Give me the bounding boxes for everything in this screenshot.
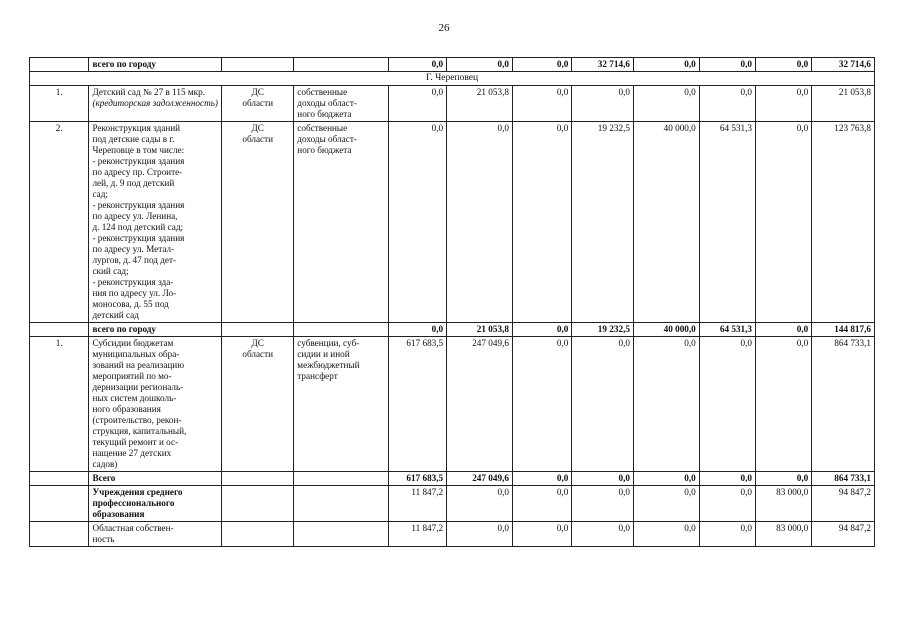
value-cell: 0,0 — [572, 337, 634, 472]
section-label: Учреждения среднего профессионального образования — [89, 486, 222, 522]
value-cell: 0,0 — [512, 122, 571, 323]
value-cell: 0,0 — [447, 486, 513, 522]
value-cell: 0,0 — [633, 486, 699, 522]
value-cell: 0,0 — [572, 86, 634, 122]
value-cell: 0,0 — [756, 122, 812, 323]
total-label: Всего — [89, 472, 222, 486]
value-cell: 94 847,2 — [812, 486, 875, 522]
table-row-kindergarten-27 — [30, 86, 875, 122]
budget-table — [29, 57, 875, 547]
value-cell: 0,0 — [388, 58, 446, 72]
row-number: 1. — [30, 86, 89, 122]
value-cell: 11 847,2 — [388, 486, 446, 522]
value-cell: 0,0 — [633, 472, 699, 486]
value-cell: 83 000,0 — [756, 522, 812, 547]
value-cell: 0,0 — [699, 86, 755, 122]
value-cell: 0,0 — [572, 472, 634, 486]
value-cell: 19 232,5 — [572, 122, 634, 323]
table-row-institutions — [30, 486, 875, 522]
value-cell: 0,0 — [633, 337, 699, 472]
value-cell: 123 763,8 — [812, 122, 875, 323]
value-cell: 0,0 — [699, 522, 755, 547]
value-cell: 0,0 — [699, 472, 755, 486]
row-number: 1. — [30, 337, 89, 472]
value-cell: 40 000,0 — [633, 122, 699, 323]
item-type: ДС области — [222, 86, 294, 122]
value-cell: 144 817,6 — [812, 323, 875, 337]
value-cell: 64 531,3 — [699, 323, 755, 337]
value-cell: 64 531,3 — [699, 122, 755, 323]
item-type: ДС области — [222, 122, 294, 323]
value-cell: 0,0 — [512, 472, 571, 486]
value-cell: 83 000,0 — [756, 486, 812, 522]
table-row-subsidy — [30, 337, 875, 472]
item-name-note: (кредиторская задолженность) — [92, 98, 218, 108]
value-cell: 864 733,1 — [812, 337, 875, 472]
value-cell: 0,0 — [699, 58, 755, 72]
item-source: субвенции, суб- сидии и иной межбюджетный трансферт — [294, 337, 388, 472]
table-row-reconstruction — [30, 122, 875, 323]
value-cell: 247 049,6 — [447, 337, 513, 472]
value-cell: 19 232,5 — [572, 323, 634, 337]
table-row-total-all — [30, 472, 875, 486]
value-cell: 0,0 — [512, 86, 571, 122]
value-cell: 0,0 — [512, 337, 571, 472]
value-cell: 21 053,8 — [447, 86, 513, 122]
value-cell: 11 847,2 — [388, 522, 446, 547]
value-cell: 0,0 — [512, 486, 571, 522]
value-cell: 32 714,6 — [812, 58, 875, 72]
value-cell: 617 683,5 — [388, 472, 446, 486]
item-name: Реконструкция зданий под детские сады в г. Череповце в том числе: - реконструкция здания по адресу пр. Строите- лей, д. 9 под детский сад; - реконструкция здания по адресу ул. Ленина, д. 124 под детский сад; - реконструкция здания по адресу ул. Метал- лургов, д. 47 под дет- ский сад; - реконструкция зда- ния по адресу ул. Ло- моносова, д. 55 под детский сад — [89, 122, 222, 323]
value-cell: 0,0 — [699, 486, 755, 522]
value-cell: 0,0 — [699, 337, 755, 472]
value-cell: 0,0 — [756, 86, 812, 122]
value-cell: 0,0 — [512, 58, 571, 72]
value-cell: 0,0 — [633, 58, 699, 72]
table-row-total-city-bottom — [30, 323, 875, 337]
value-cell: 40 000,0 — [633, 323, 699, 337]
table-row-city-header — [30, 72, 875, 86]
section-label: Областная собствен- ность — [89, 522, 222, 547]
value-cell: 0,0 — [572, 486, 634, 522]
value-cell: 0,0 — [512, 323, 571, 337]
total-label: всего по городу — [89, 58, 222, 72]
page-number: 26 — [438, 22, 450, 34]
value-cell: 21 053,8 — [447, 323, 513, 337]
item-type: ДС области — [222, 337, 294, 472]
value-cell: 0,0 — [447, 522, 513, 547]
value-cell: 0,0 — [572, 522, 634, 547]
value-cell: 0,0 — [633, 86, 699, 122]
value-cell: 0,0 — [388, 86, 446, 122]
value-cell: 864 733,1 — [812, 472, 875, 486]
row-number-cell — [30, 58, 89, 72]
value-cell: 247 049,6 — [447, 472, 513, 486]
value-cell: 0,0 — [447, 58, 513, 72]
value-cell: 94 847,2 — [812, 522, 875, 547]
value-cell: 0,0 — [447, 122, 513, 323]
value-cell: 0,0 — [756, 323, 812, 337]
value-cell: 0,0 — [756, 337, 812, 472]
item-source: собственные доходы област- ного бюджета — [294, 86, 388, 122]
value-cell: 0,0 — [512, 522, 571, 547]
table-row-regional-ownership — [30, 522, 875, 547]
item-name: Субсидии бюджетам муниципальных обра- зований на реализацию мероприятий по мо- дернизации региональ- ных систем дошколь- ного образования (строительство, рекон- струкция, капитальный, текущий ремонт и ос- нащение 27 детских садов) — [89, 337, 222, 472]
value-cell: 0,0 — [388, 323, 446, 337]
value-cell: 0,0 — [756, 472, 812, 486]
value-cell: 0,0 — [388, 122, 446, 323]
value-cell: 0,0 — [756, 58, 812, 72]
value-cell: 0,0 — [633, 522, 699, 547]
item-source: собственные доходы област- ного бюджета — [294, 122, 388, 323]
value-cell: 617 683,5 — [388, 337, 446, 472]
value-cell: 21 053,8 — [812, 86, 875, 122]
total-label: всего по городу — [89, 323, 222, 337]
row-number: 2. — [30, 122, 89, 323]
table-row-total-city-top — [30, 58, 875, 72]
city-header: Г. Череповец — [30, 72, 875, 86]
value-cell: 32 714,6 — [572, 58, 634, 72]
item-name: Детский сад № 27 в 115 мкр. (кредиторская задолженность) — [89, 86, 222, 122]
